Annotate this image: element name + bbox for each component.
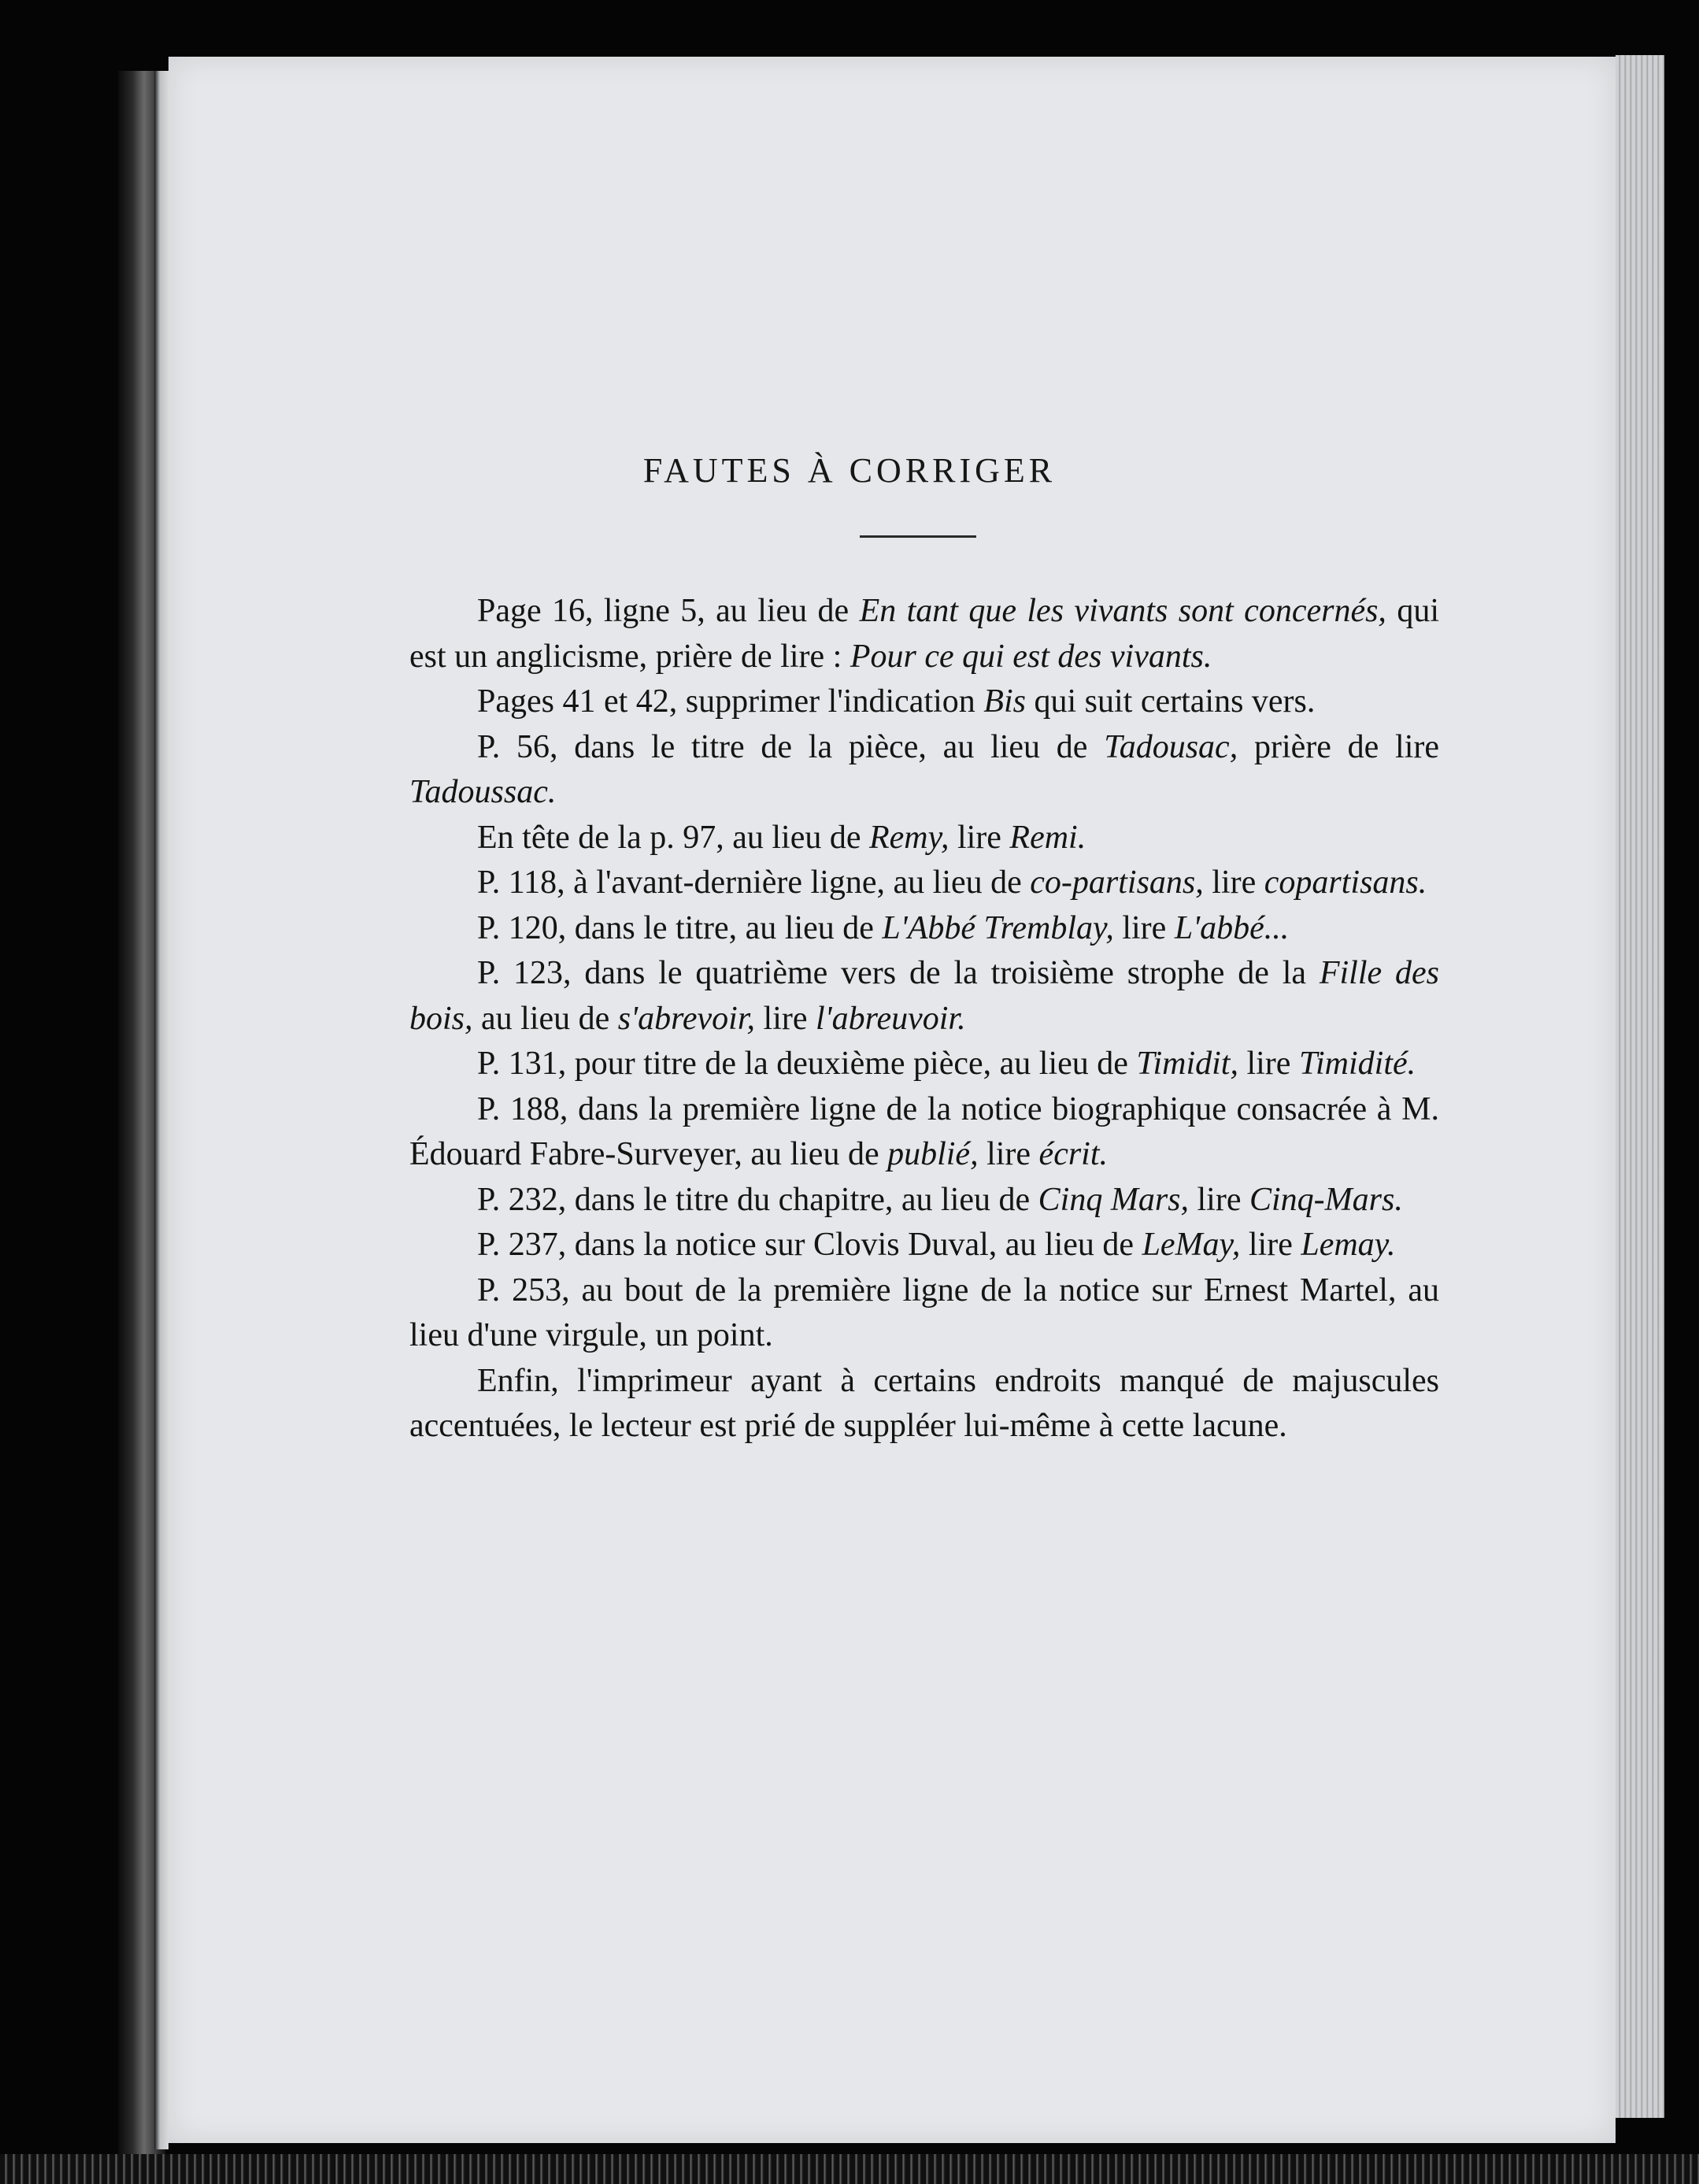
corrections-list (409, 589, 1439, 1449)
correction-italic-text: Cinq-Mars. (1249, 1181, 1403, 1218)
correction-italic-text: Remi. (1009, 819, 1086, 856)
correction-text: En tête de la p. 97, au lieu de (477, 819, 869, 856)
correction-text: lire (1238, 1046, 1299, 1082)
correction-text: qui est un anglicisme, prière de lire : (409, 593, 1439, 675)
correction-entry (409, 1268, 1439, 1359)
correction-text: au lieu de (472, 1000, 618, 1037)
correction-italic-text: En tant que les vivants sont concernés, (859, 593, 1386, 629)
correction-text: lire (1189, 1181, 1249, 1218)
correction-entry (409, 725, 1439, 816)
correction-italic-text: s'abrevoir, (617, 1000, 756, 1037)
correction-entry (409, 951, 1439, 1042)
correction-italic-text: Pour ce qui est des vivants. (850, 638, 1212, 675)
correction-entry (409, 1042, 1439, 1087)
correction-text: lire (1203, 864, 1264, 901)
scan-bottom-edge (0, 2154, 1699, 2184)
correction-italic-text: Timidit, (1136, 1046, 1238, 1082)
correction-entry (409, 1178, 1439, 1223)
correction-entry (409, 906, 1439, 952)
correction-text: P. 131, pour titre de la deuxième pièce, au lieu de (477, 1046, 1137, 1082)
correction-text: P. 120, dans le titre, au lieu de (477, 909, 883, 946)
correction-italic-text: L'Abbé Tremblay, (882, 909, 1114, 946)
correction-italic-text: Remy, (869, 819, 949, 856)
correction-entry (409, 1087, 1439, 1178)
correction-entry (409, 861, 1439, 906)
correction-italic-text: l'abreuvoir. (816, 1000, 966, 1037)
correction-italic-text: Tadousac, (1104, 728, 1238, 765)
page-stack-edge (1616, 55, 1664, 2118)
page-title: FAUTES À CORRIGER (642, 451, 1057, 490)
correction-entry (409, 1359, 1439, 1449)
correction-text: lire (1113, 909, 1175, 946)
correction-text: P. 123, dans le quatrième vers de la troisième strophe de la (477, 955, 1320, 991)
correction-text: P. 56, dans le titre de la pièce, au lieu de (477, 728, 1105, 765)
correction-text: lire (949, 819, 1010, 856)
correction-entry (409, 1223, 1439, 1268)
correction-italic-text: Lemay. (1301, 1227, 1396, 1263)
title-rule (860, 535, 976, 538)
correction-text: P. 118, à l'avant-dernière ligne, au lieu de (477, 864, 1031, 901)
page-edge-left (154, 71, 168, 2149)
correction-text: P. 253, au bout de la première ligne de la notice sur Ernest Martel, au lieu d'une virgule, un point. (409, 1272, 1439, 1353)
correction-text: Pages 41 et 42, supprimer l'indication (477, 683, 984, 720)
correction-text: Enfin, l'imprimeur ayant à certains endroits manqué de majuscules accentuées, le lecteur est prié de suppléer lui-même à cette lacune. (409, 1362, 1439, 1444)
correction-entry (409, 679, 1439, 725)
correction-text: lire (1240, 1227, 1301, 1263)
correction-italic-text: LeMay, (1142, 1227, 1241, 1263)
correction-italic-text: Cinq Mars, (1038, 1181, 1190, 1218)
correction-text: P. 188, dans la première ligne de la notice biographique consacrée à M. Édouard Fabre-Surveyer, au lieu de (409, 1090, 1439, 1172)
correction-text: lire (755, 1000, 816, 1037)
correction-italic-text: L'abbé... (1174, 909, 1290, 946)
correction-text: P. 237, dans la notice sur Clovis Duval, au lieu de (477, 1227, 1142, 1263)
correction-italic-text: Tadoussac. (409, 774, 557, 810)
correction-italic-text: écrit. (1038, 1136, 1109, 1172)
correction-text: P. 232, dans le titre du chapitre, au lieu de (477, 1181, 1038, 1218)
correction-text: lire (978, 1136, 1039, 1172)
correction-italic-text: copartisans. (1264, 864, 1427, 901)
correction-italic-text: publié, (887, 1136, 979, 1172)
correction-text: Page 16, ligne 5, au lieu de (477, 593, 860, 629)
correction-entry (409, 816, 1439, 861)
correction-italic-text: Timidité. (1298, 1046, 1416, 1082)
correction-italic-text: Fille des bois, (409, 955, 1439, 1037)
correction-text: prière de lire (1238, 728, 1439, 765)
correction-text: qui suit certains vers. (1025, 683, 1316, 720)
correction-italic-text: co-partisans, (1030, 864, 1204, 901)
correction-italic-text: Bis (983, 683, 1026, 720)
correction-entry (409, 589, 1439, 679)
